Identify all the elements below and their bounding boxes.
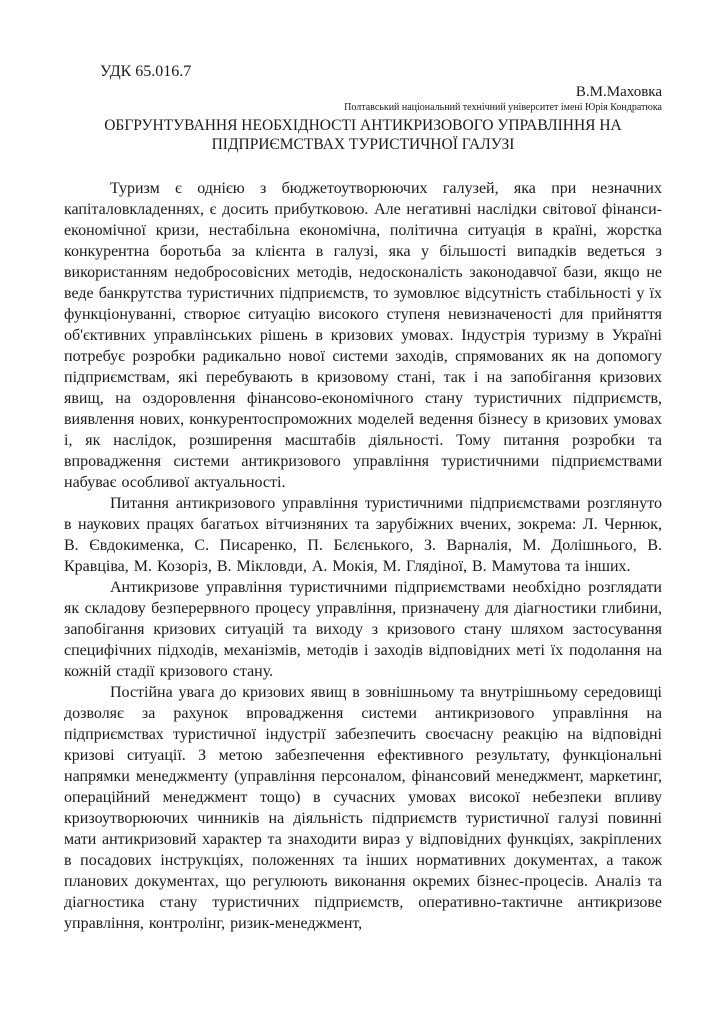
paragraph-literature-review: Питання антикризового управління туристичними підприємствами розглянуто в наукових працях багатьох вітчизняних та зарубіжних вчених, зокрема: Л. Чернюк, В. Євдокименка, С. Писаренко, П. Бєлєнького, З. Варналія, М. Долішнього, В. Кравціва, М. Козоріз, В. Мікловди, А. Мокія, М. Глядіної, В. Мамутова та інших. bbox=[64, 495, 662, 575]
paragraph-discussion: Постійна увага до кризових явищ в зовнішньому та внутрішньому середовищі дозволяє за рахунок впровадження системи антикризового управління на підприємствах туристичної індустрії забезпечить своєчасну реакцію на відповідні кризові ситуації. З метою забезпечення ефективного результату, функціональні напрямки менеджменту (управління персоналом, фінансовий менеджмент, маркетинг, операційний менеджмент тощо) в сучасних умовах високої небезпеки впливу кризоутворюючих чинників на діяльність підприємств туристичної галузі повинні мати антикризовий характер та знаходити вираз у відповідних функціях, закріплених в посадових інструкціях, положеннях та інших нормативних документах, а також планових документах, що регулюють виконання окремих бізнес-процесів. Аналіз та діагностика стану туристичних підприємств, оперативно-тактичне антикризове управління, контролінг, ризик-менеджмент, bbox=[64, 684, 662, 932]
udc-code: УДК 65.016.7 bbox=[100, 63, 192, 80]
paragraph-intro: Туризм є однією з бюджетоутворюючих галузей, яка при незначних капіталовкладеннях, є досить прибутковою. Але негативні наслідки світової фінанси-економічної кризи, нестабільна економічна, політична ситуація в країні, жорстка конкурентна боротьба за клієнта в галузі, яка у більшості випадків ведеться з використанням недобросовісних методів, недосконалість законодавчої бази, якщо не веде банкрутства туристичних підприємств, то зумовлює відсутність стабільності у їх функціонуванні, створює ситуацію високого ступеня невизначеності для прийняття об'єктивних управлінських рішень в кризових умовах. Індустрія туризму в Україні потребує розробки радикально нової системи заходів, спрямованих як на допомогу підприємствам, які перебувають в кризовому стані, так і на запобігання кризових явищ, на оздоровлення фінансово-економічного стану туристичних підприємств, виявлення нових, конкурентоспроможних моделей ведення бізнесу в кризових умовах і, як наслідок, розширення масштабів діяльності. Тому питання розробки та впровадження системи антикризового управління туристичними підприємствами набуває особливої актуальності. bbox=[64, 180, 662, 491]
article-body bbox=[64, 178, 662, 934]
paragraph-definition: Антикризове управління туристичними підприємствами необхідно розглядати як складову безперервного процесу управління, призначену для діагностики глибини, запобігання кризових ситуацій та виходу з кризового стану шляхом застосування специфічних підходів, механізмів, методів і заходів відповідних меті їх подолання на кожній стадії кризового стану. bbox=[64, 579, 662, 680]
article-title: ОБГРУНТУВАННЯ НЕОБХІДНОСТІ АНТИКРИЗОВОГО УПРАВЛІННЯ НА ПІДПРИЄМСТВАХ ТУРИСТИЧНОЇ ГАЛУЗІ bbox=[104, 117, 622, 153]
affiliation-line: Полтавський національний технічний університет імені Юрія Кондратюка bbox=[344, 102, 662, 113]
author-name: В.М.Маховка bbox=[575, 84, 662, 100]
